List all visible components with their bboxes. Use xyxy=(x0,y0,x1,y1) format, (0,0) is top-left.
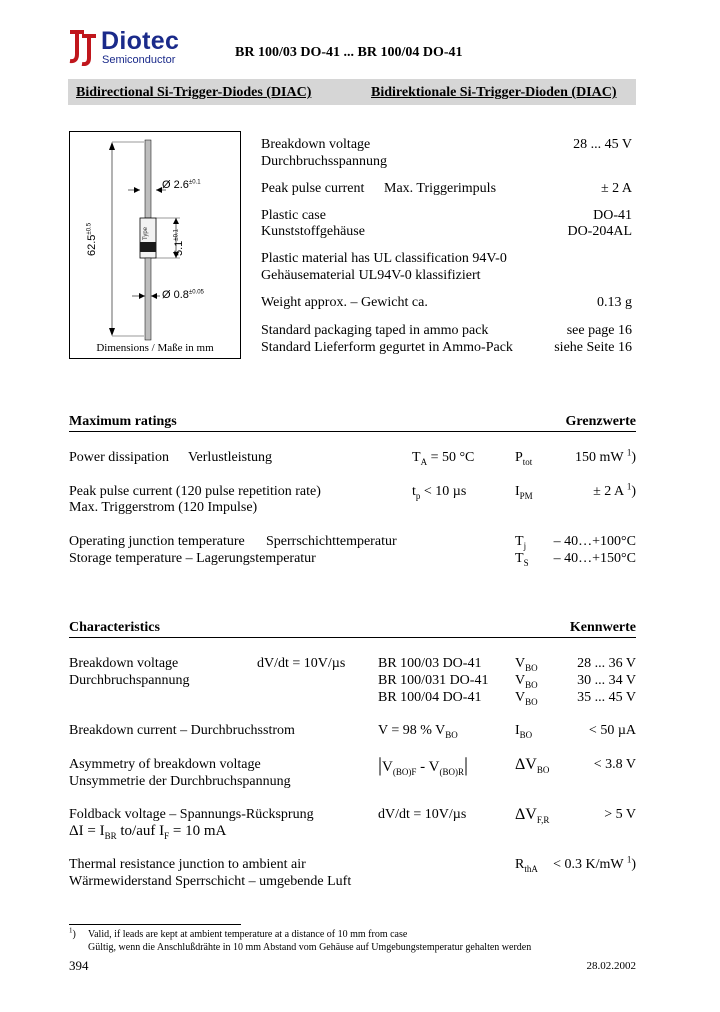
foldback-sublabel xyxy=(69,823,226,840)
bv-row-symbol xyxy=(515,673,538,689)
foldback-condition: dV/dt = 10V/µs xyxy=(378,807,467,822)
spec-peak-value: ± 2 A xyxy=(600,181,632,196)
bc-cond: V = 98 % V xyxy=(378,723,446,738)
fold-sub-b-sub: F xyxy=(164,831,170,841)
bv-rows xyxy=(378,656,636,707)
bv-row-value: 28 ... 36 V xyxy=(577,656,636,671)
spec-material-de: Gehäusematerial UL94V-0 klassifiziert xyxy=(261,268,481,283)
part-range-title: BR 100/03 DO-41 ... BR 100/04 DO-41 xyxy=(235,45,463,60)
dim-lead-diameter xyxy=(162,289,204,301)
asym-cond-b-sub: (BO)R xyxy=(439,767,464,777)
characteristics-heading-de: Kennwerte xyxy=(569,620,636,635)
peak-val-close: ) xyxy=(631,484,636,499)
thermal-val: < 0.3 K/mW xyxy=(553,857,627,872)
spec-case-value-2: DO-204AL xyxy=(567,224,632,239)
storage-temp-value: – 40…+150°C xyxy=(553,551,636,566)
diotec-logo xyxy=(68,28,98,66)
bc-label: Breakdown current – Durchbruchsstrom xyxy=(69,723,295,738)
asym-cond-a: V xyxy=(382,759,393,775)
asym-cond-sep: - xyxy=(416,759,429,775)
spec-packaging-en: Standard packaging taped in ammo pack xyxy=(261,323,489,338)
bv-row-value: 35 ... 45 V xyxy=(577,690,636,705)
power-cond-sym: T xyxy=(412,450,421,465)
power-cond-rest: = 50 °C xyxy=(427,450,475,465)
dim-body-diameter xyxy=(162,179,201,191)
dim-body-diameter-tol: ±0.1 xyxy=(188,179,201,186)
asym-sym: ΔV xyxy=(515,756,537,773)
bv-row-part: BR 100/03 DO-41 xyxy=(378,656,482,671)
peak-current-value xyxy=(593,481,636,500)
bv-row xyxy=(378,673,636,690)
document-date: 28.02.2002 xyxy=(586,960,636,972)
footnote-en: Valid, if leads are kept at ambient temperature at a distance of 10 mm from case xyxy=(88,929,408,940)
brand-name: Diotec xyxy=(101,27,180,55)
spec-packaging-value-de: siehe Seite 16 xyxy=(554,340,632,355)
spec-breakdown-en: Breakdown voltage xyxy=(261,137,371,152)
title-de: Bidirektionale Si-Trigger-Dioden (DIAC) xyxy=(371,85,617,100)
power-val: 150 mW xyxy=(574,450,627,465)
storage-temp-symbol xyxy=(515,551,529,567)
page-number: 394 xyxy=(69,958,89,973)
bc-condition xyxy=(378,723,458,739)
foldback-label: Foldback voltage – Spannungs-Rücksprung xyxy=(69,807,314,822)
asym-value: < 3.8 V xyxy=(593,757,636,772)
abs-bar-left: | xyxy=(378,754,383,776)
title-en: Bidirectional Si-Trigger-Diodes (DIAC) xyxy=(76,85,312,100)
dim-body-length-tol: ±0.1 xyxy=(173,229,180,241)
fold-sub-b: to/auf I xyxy=(116,823,165,839)
bv-sym: V xyxy=(515,690,526,705)
max-ratings-heading-en: Maximum ratings xyxy=(69,414,177,429)
peak-val: ± 2 A xyxy=(593,484,627,499)
power-sym-sub: tot xyxy=(522,456,533,467)
bv-row xyxy=(378,690,636,707)
power-label: Power dissipation xyxy=(69,450,169,465)
spec-breakdown-de: Durchbruchsspannung xyxy=(261,154,387,169)
dim-body-diameter-value: Ø 2.6 xyxy=(162,179,189,191)
drawing-caption: Dimensions / Maße in mm xyxy=(96,342,214,354)
thermal-symbol xyxy=(515,857,538,873)
bc-cond-sub: BO xyxy=(445,729,458,740)
power-sym: P xyxy=(515,450,523,465)
thermal-sym: R xyxy=(515,857,525,872)
peak-current-label-de: Max. Triggerstrom (120 Impulse) xyxy=(69,500,258,515)
spec-material-en: Plastic material has UL classification 94V-0 xyxy=(261,251,507,266)
peak-cond-sym: t xyxy=(412,484,416,499)
operating-temp-value: – 40…+100°C xyxy=(553,534,636,549)
spec-case-de: Kunststoffgehäuse xyxy=(261,224,365,239)
thermal-val-sup: 1 xyxy=(626,854,632,865)
spec-peak-de: Max. Triggerimpuls xyxy=(384,181,497,196)
characteristics-rule xyxy=(69,637,636,638)
spec-breakdown-value: 28 ... 45 V xyxy=(573,137,632,152)
max-ratings-rule xyxy=(69,431,636,432)
footnote-mark-close: ) xyxy=(72,929,76,940)
bv-row-part: BR 100/04 DO-41 xyxy=(378,690,482,705)
thermal-label-en: Thermal resistance junction to ambient air xyxy=(69,857,306,872)
peak-cond-rest: < 10 µs xyxy=(420,484,467,499)
temp-st-sym-sub: S xyxy=(523,557,529,568)
thermal-label-de: Wärmewiderstand Sperrschicht – umgebende Luft xyxy=(69,874,352,889)
temp-st-sym: T xyxy=(515,551,524,566)
peak-sym: I xyxy=(515,484,520,499)
bc-sym-sub: BO xyxy=(519,729,533,740)
bv-row-symbol xyxy=(515,690,538,706)
bc-value: < 50 µA xyxy=(588,723,636,738)
bv-row-symbol xyxy=(515,656,538,672)
max-ratings-heading-de: Grenzwerte xyxy=(565,414,636,429)
peak-cond-sub: p xyxy=(415,490,421,501)
bv-sub: BO xyxy=(525,662,538,673)
spec-peak-en: Peak pulse current xyxy=(261,181,365,196)
fold-sym-sub: F,R xyxy=(536,815,550,826)
asym-cond-b: V xyxy=(428,759,440,775)
dim-body-length-value: 5.1 xyxy=(173,240,185,256)
spec-case-en: Plastic case xyxy=(261,208,326,223)
foldback-symbol xyxy=(515,806,549,824)
thermal-sym-sub: thA xyxy=(524,863,538,874)
bv-sym: V xyxy=(515,673,526,688)
dim-lead-diameter-tol: ±0.05 xyxy=(188,289,204,296)
temp-op-sym: T xyxy=(515,534,524,549)
asym-cond-a-sub: (BO)F xyxy=(392,767,417,777)
bc-symbol xyxy=(515,723,532,739)
power-condition xyxy=(412,450,474,466)
asym-condition xyxy=(378,754,468,777)
spec-packaging-de: Standard Lieferform gegurtet in Ammo-Pack xyxy=(261,340,513,355)
footnote-mark xyxy=(69,926,76,940)
bc-sym: I xyxy=(515,723,520,738)
peak-current-symbol xyxy=(515,484,533,500)
power-val-sup: 1 xyxy=(626,447,632,458)
peak-val-sup: 1 xyxy=(626,481,632,492)
dim-total-length xyxy=(86,223,98,256)
asym-label-en: Asymmetry of breakdown voltage xyxy=(69,757,261,772)
bv-sub: BO xyxy=(525,679,538,690)
bv-row-part: BR 100/031 DO-41 xyxy=(378,673,489,688)
spec-case-value-1: DO-41 xyxy=(593,208,632,223)
outline-drawing xyxy=(69,131,241,359)
bv-condition: dV/dt = 10V/µs xyxy=(257,656,346,671)
bv-row-value: 30 ... 34 V xyxy=(577,673,636,688)
asym-sym-sub: BO xyxy=(536,765,550,776)
power-label-de: Verlustleistung xyxy=(188,450,272,465)
fold-sub-a: ΔI = I xyxy=(69,823,105,839)
characteristics-heading-en: Characteristics xyxy=(69,620,160,635)
peak-sym-sub: PM xyxy=(519,490,533,501)
peak-current-condition xyxy=(412,484,466,500)
spec-packaging-value-en: see page 16 xyxy=(566,323,632,338)
power-value xyxy=(574,447,636,466)
bv-label-en: Breakdown voltage xyxy=(69,656,179,671)
bv-sym: V xyxy=(515,656,526,671)
power-cond-sub: A xyxy=(420,456,428,467)
thermal-val-close: ) xyxy=(631,857,636,872)
fold-sym: ΔV xyxy=(515,806,537,823)
thermal-value xyxy=(553,854,636,873)
peak-current-label: Peak pulse current (120 pulse repetition rate) xyxy=(69,484,321,499)
foldback-value: > 5 V xyxy=(604,807,636,822)
bv-sub: BO xyxy=(525,696,538,707)
diotec-logo-icon xyxy=(68,28,98,66)
brand-subtitle: Semiconductor xyxy=(102,54,176,66)
temp-op-sym-sub: j xyxy=(523,540,527,551)
dim-total-length-tol: ±0.5 xyxy=(86,222,93,235)
fold-sub-a-sub: BR xyxy=(104,831,117,841)
spec-weight: Weight approx. – Gewicht ca. xyxy=(261,295,428,310)
asym-label-de: Unsymmetrie der Durchbruchspannung xyxy=(69,774,291,789)
spec-weight-value: 0.13 g xyxy=(597,295,632,310)
fold-sub-c: = 10 mA xyxy=(169,823,227,839)
type-marking: Type xyxy=(143,226,149,240)
asym-symbol xyxy=(515,756,549,774)
dim-total-length-value: 62.5 xyxy=(86,234,98,256)
operating-temp-label-de: Sperrschichttemperatur xyxy=(266,534,397,549)
abs-bar-right: | xyxy=(463,754,468,776)
dim-body-length xyxy=(173,229,185,256)
operating-temp-label: Operating junction temperature xyxy=(69,534,245,549)
dim-lead-diameter-value: Ø 0.8 xyxy=(162,289,189,301)
bv-label-de: Durchbruchspannung xyxy=(69,673,190,688)
footnote-de: Gültig, wenn die Anschlußdrähte in 10 mm Abstand vom Gehäuse auf Umgebungstemperatur gehalten werden xyxy=(88,942,532,953)
storage-temp-label: Storage temperature – Lagerungstemperatur xyxy=(69,551,316,566)
power-symbol xyxy=(515,450,532,466)
footnote-rule xyxy=(69,924,241,925)
power-val-close: ) xyxy=(631,450,636,465)
operating-temp-symbol xyxy=(515,534,526,550)
footnote-mark-num: 1 xyxy=(69,926,73,935)
bv-row xyxy=(378,656,636,673)
